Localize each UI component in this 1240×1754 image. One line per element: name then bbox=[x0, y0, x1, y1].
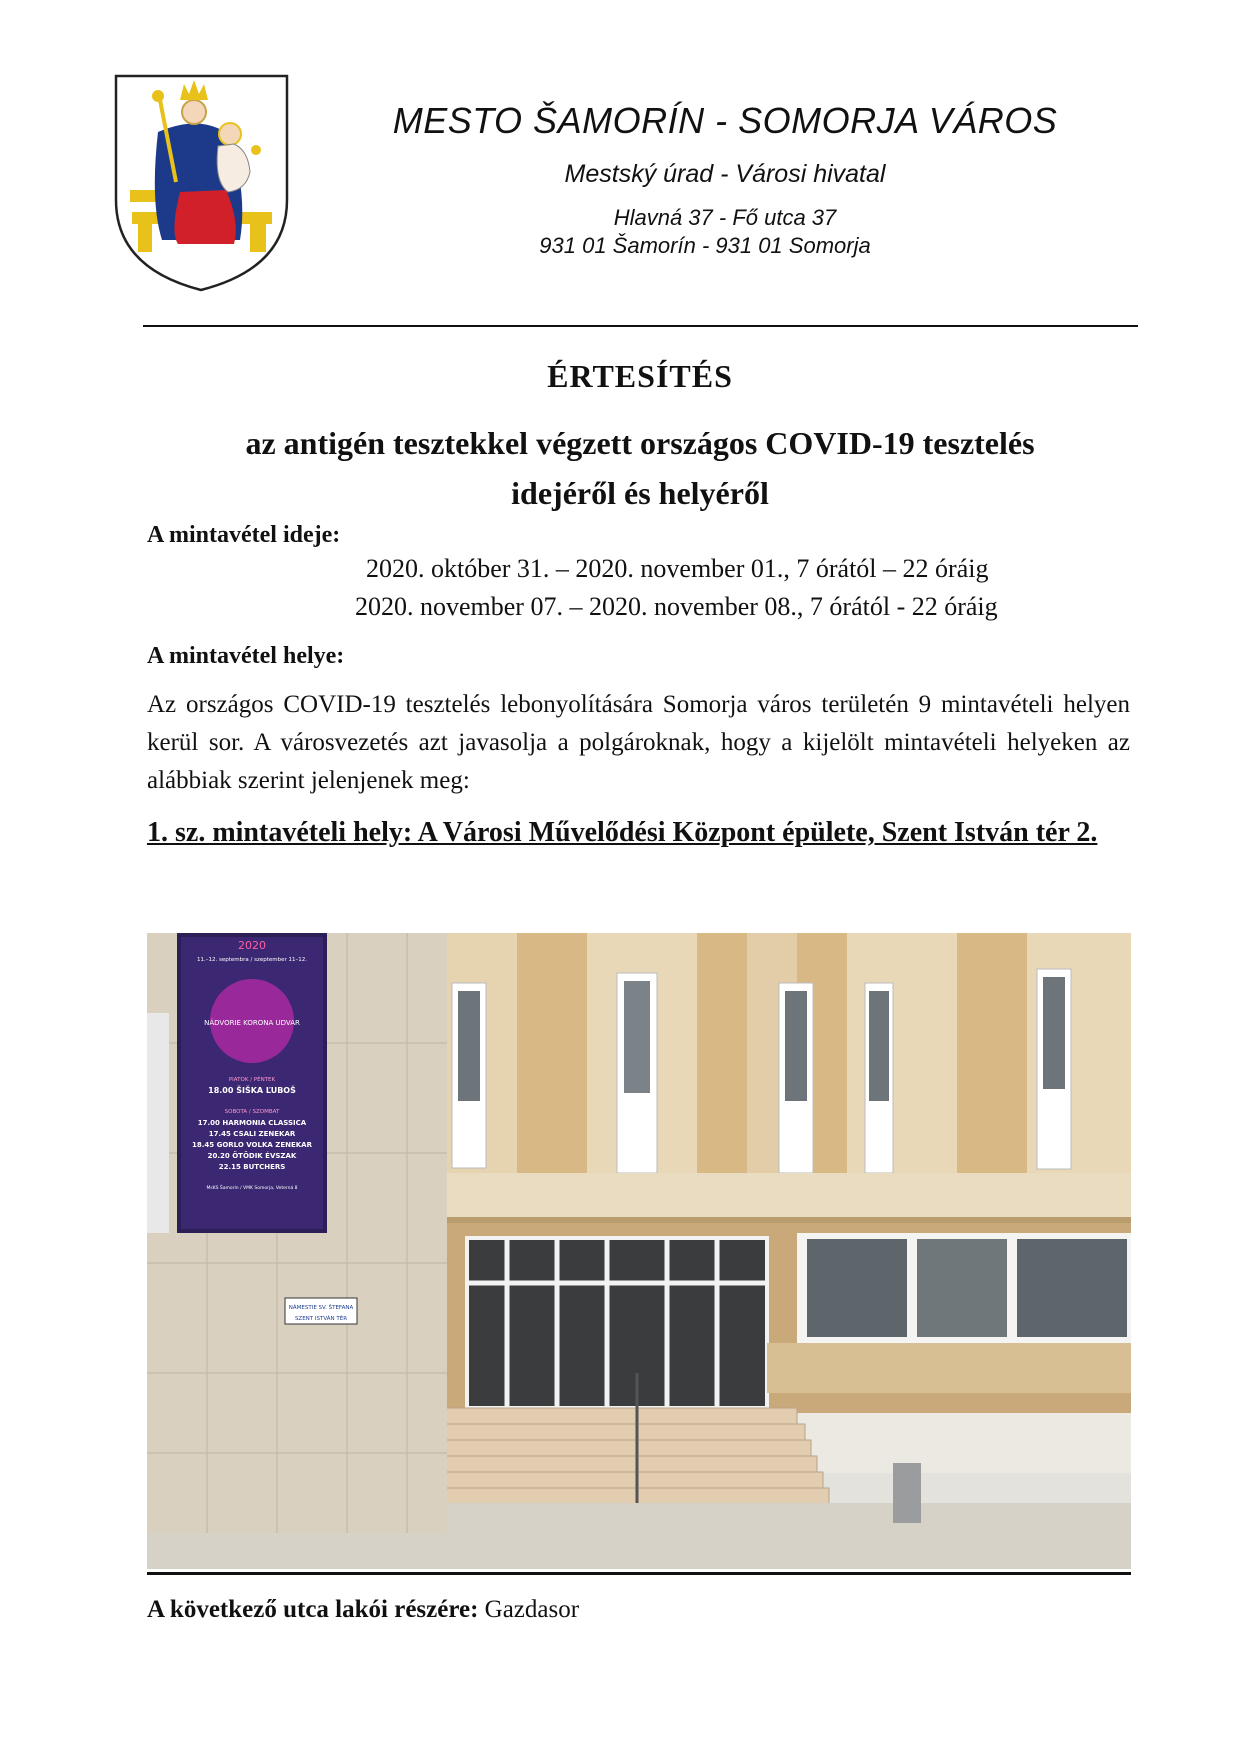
poster-act-3: 17.45 CSALI ZENEKAR bbox=[208, 1130, 296, 1138]
poster-festival: NÁDVORIE KORONA UDVAR bbox=[204, 1019, 300, 1027]
street-sign-hu: SZENT ISTVÁN TÉR bbox=[294, 1316, 348, 1322]
notice-subtitle-line-1: az antigén tesztekkel végzett országos COVID-19 tesztelés bbox=[245, 425, 1035, 461]
notice-title: ÉRTESÍTÉS bbox=[547, 358, 733, 394]
notice-subtitle bbox=[170, 418, 1110, 518]
city-crest-logo bbox=[110, 72, 293, 294]
city-postal-address: 931 01 Šamorín - 931 01 Somorja bbox=[539, 233, 871, 258]
residents-line bbox=[147, 1596, 579, 1624]
poster-act-5: 20.20 ÖTÖDIK ÉVSZAK bbox=[207, 1152, 297, 1160]
poster-act-1: 18.00 ŠIŠKA ĽUBOŠ bbox=[208, 1086, 296, 1095]
residents-street: Gazdasor bbox=[484, 1596, 580, 1623]
residents-label: A következő utca lakói részére: bbox=[147, 1596, 479, 1623]
site-heading: 1. sz. mintavételi hely: A Városi Művelődési Központ épülete, Szent István tér 2. bbox=[147, 817, 1098, 848]
sampling-time-label: A mintavétel ideje: bbox=[147, 522, 341, 548]
poster-day-2: SOBOTA / SZOMBAT bbox=[224, 1109, 280, 1115]
sampling-place-text: Az országos COVID-19 tesztelés lebonyolítására Somorja város területén 9 mintavételi helyen kerül sor. A városvezetés azt javasolja a polgároknak, hogy a kijelölt mintavételi helyeken az alábbiak szerint jelenjenek meg: bbox=[147, 691, 1130, 794]
photo-bottom-rule bbox=[147, 1572, 1131, 1575]
poster-dates: 11.–12. septembra / szeptember 11–12. bbox=[196, 957, 308, 963]
notice-subtitle-line-2: idejéről és helyéről bbox=[511, 475, 769, 511]
header-divider bbox=[143, 325, 1138, 327]
city-name: MESTO ŠAMORÍN - SOMORJA VÁROS bbox=[392, 100, 1058, 141]
street-address: Hlavná 37 - Fő utca 37 bbox=[613, 205, 837, 230]
poster-act-6: 22.15 BUTCHERS bbox=[218, 1163, 286, 1171]
office-name: Mestský úrad - Városi hivatal bbox=[564, 160, 886, 188]
poster-organizer: MsKS Šamorín / VMK Somorja, Veterná 8 bbox=[206, 1186, 298, 1191]
sampling-date-2: 2020. november 07. – 2020. november 08., 7 órától - 22 óráig bbox=[355, 592, 998, 621]
poster-day-1: PIATOK / PÉNTEK bbox=[228, 1077, 276, 1083]
poster-act-2: 17.00 HARMONIA CLASSICA bbox=[197, 1119, 307, 1127]
sampling-place-label: A mintavétel helye: bbox=[147, 643, 345, 669]
poster-act-4: 18.45 GORLO VOLKA ZENEKAR bbox=[192, 1141, 312, 1149]
street-sign-sk: NÁMESTIE SV. ŠTEFANA bbox=[288, 1305, 354, 1311]
building-photo bbox=[147, 933, 1131, 1569]
poster-year: 2020 bbox=[238, 939, 266, 952]
sampling-date-1: 2020. október 31. – 2020. november 01., 7 órától – 22 óráig bbox=[366, 554, 989, 583]
